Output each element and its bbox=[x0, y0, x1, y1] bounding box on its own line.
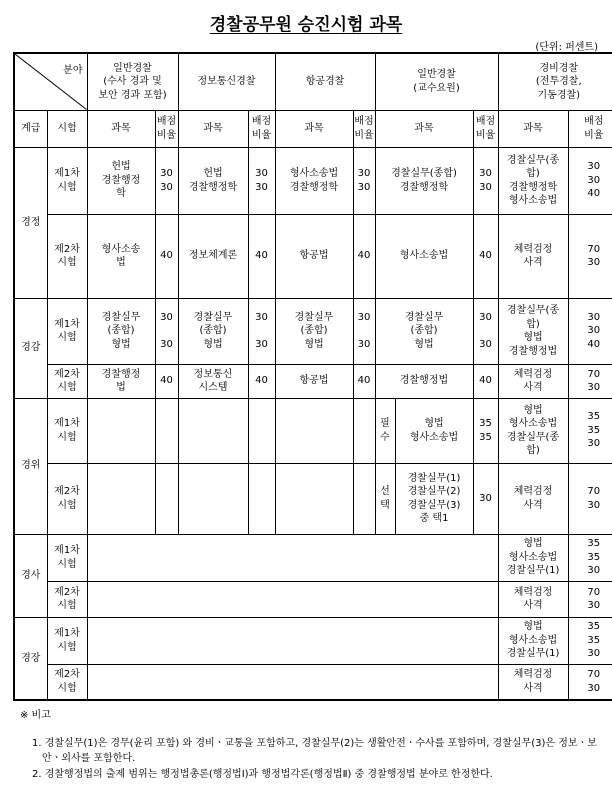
table-cell: 70 30 bbox=[568, 463, 612, 534]
table-cell: 형법 형사소송법 경찰실무(1) bbox=[498, 617, 568, 664]
header-subject: 과목 bbox=[178, 110, 248, 147]
table-cell: 형법 형사소송법 bbox=[395, 398, 473, 463]
table-cell: 형사소송법 경찰행정학 bbox=[275, 147, 353, 214]
note-item-2: 2. 경찰행정법의 출제 범위는 행정법총론(행정법Ⅰ)과 행정법각론(행정법Ⅱ) 중 경찰행정법 분야로 한정한다. bbox=[32, 768, 493, 780]
table-cell: 70 30 bbox=[568, 214, 612, 298]
table-cell: 35 35 30 bbox=[568, 534, 612, 581]
header-exam: 시험 bbox=[47, 110, 87, 147]
table-cell: 형사소송법 bbox=[375, 214, 473, 298]
table-cell: 경찰실무 (종합) 형법 bbox=[275, 298, 353, 364]
table-cell: 체력검정 사격 bbox=[498, 581, 568, 617]
table-cell: 체력검정 사격 bbox=[498, 463, 568, 534]
table-cell: 30 30 40 bbox=[568, 147, 612, 214]
diagonal-line-icon bbox=[15, 54, 87, 110]
table-cell: 항공법 bbox=[275, 364, 353, 398]
rank-gyeongjeong: 경정 bbox=[14, 147, 47, 298]
header-general-police: 일반경찰 (수사 경과 및 보안 경과 포함) bbox=[87, 53, 178, 110]
table-cell: 30 30 bbox=[155, 298, 178, 364]
header-subject: 과목 bbox=[275, 110, 353, 147]
empty-cell bbox=[87, 664, 498, 700]
rank-gyeongjang: 경장 bbox=[14, 617, 47, 700]
table-cell: 30 30 bbox=[473, 147, 498, 214]
header-security-police: 경비경찰 (전투경찰, 기동경찰) bbox=[498, 53, 612, 110]
table-cell: 70 30 bbox=[568, 581, 612, 617]
table-cell: 35 35 bbox=[473, 398, 498, 463]
table-cell: 30 30 bbox=[353, 298, 375, 364]
table-cell: 35 35 30 bbox=[568, 617, 612, 664]
exam-second: 제2차 시험 bbox=[47, 463, 87, 534]
exam-second: 제2차 시험 bbox=[47, 581, 87, 617]
header-ratio: 배점 비율 bbox=[473, 110, 498, 147]
header-bunya: 분야 bbox=[63, 65, 83, 76]
header-ratio: 배점 비율 bbox=[248, 110, 275, 147]
table-cell: 30 30 40 bbox=[568, 298, 612, 364]
table-cell: 헌법 경찰행정학 bbox=[178, 147, 248, 214]
table-cell: 항공법 bbox=[275, 214, 353, 298]
table-cell: 헌법 경찰행정 학 bbox=[87, 147, 155, 214]
header-diagonal-cell bbox=[14, 53, 87, 110]
note-item-1: 1. 경찰실무(1)은 경무(윤리 포함) 와 경비ㆍ교통을 포함하고, 경찰실무(2)는 생활안전ㆍ수사를 포함하며, 경찰실무(3)은 정보ㆍ보안ㆍ외사를 포함한다. bbox=[32, 737, 597, 764]
exam-first: 제1차 시험 bbox=[47, 617, 87, 664]
empty-cell bbox=[87, 463, 155, 534]
table-cell: 40 bbox=[248, 364, 275, 398]
table-cell: 40 bbox=[248, 214, 275, 298]
header-info-comm-police: 정보통신경찰 bbox=[178, 53, 275, 110]
page-title: 경찰공무원 승진시험 과목 bbox=[209, 15, 403, 35]
table-cell: 체력검정 사격 bbox=[498, 664, 568, 700]
table-cell: 30 30 bbox=[248, 147, 275, 214]
table-cell: 형사소송 법 bbox=[87, 214, 155, 298]
table-cell: 30 30 bbox=[248, 298, 275, 364]
exam-first: 제1차 시험 bbox=[47, 298, 87, 364]
header-ratio: 배점 비율 bbox=[568, 110, 612, 147]
exam-subject-table bbox=[13, 52, 612, 701]
table-cell: 40 bbox=[353, 214, 375, 298]
notes-heading: ※ 비고 bbox=[20, 710, 51, 721]
table-cell: 경찰실무(종 합) 경찰행정학 형사소송법 bbox=[498, 147, 568, 214]
empty-cell bbox=[87, 534, 498, 581]
exam-first: 제1차 시험 bbox=[47, 147, 87, 214]
elective-label: 선 택 bbox=[375, 463, 395, 534]
table-cell: 체력검정 사격 bbox=[498, 214, 568, 298]
header-subject: 과목 bbox=[375, 110, 473, 147]
table-cell: 30 30 bbox=[155, 147, 178, 214]
table-cell: 40 bbox=[473, 364, 498, 398]
rank-gyeongsa: 경사 bbox=[14, 534, 47, 617]
table-cell: 70 30 bbox=[568, 664, 612, 700]
notes-section bbox=[20, 708, 600, 782]
header-ratio: 배점 비율 bbox=[353, 110, 375, 147]
empty-cell bbox=[353, 463, 375, 534]
empty-cell bbox=[275, 463, 353, 534]
empty-cell bbox=[87, 617, 498, 664]
empty-cell bbox=[87, 398, 155, 463]
table-cell: 30 30 bbox=[473, 298, 498, 364]
required-label: 필 수 bbox=[375, 398, 395, 463]
empty-cell bbox=[353, 398, 375, 463]
rank-gyeongwi: 경위 bbox=[14, 398, 47, 534]
empty-cell bbox=[178, 463, 248, 534]
empty-cell bbox=[275, 398, 353, 463]
table-cell: 체력검정 사격 bbox=[498, 364, 568, 398]
table-cell: 30 bbox=[473, 463, 498, 534]
header-subject: 과목 bbox=[498, 110, 568, 147]
table-cell: 30 30 bbox=[353, 147, 375, 214]
table-cell: 35 35 30 bbox=[568, 398, 612, 463]
exam-first: 제1차 시험 bbox=[47, 398, 87, 463]
exam-second: 제2차 시험 bbox=[47, 214, 87, 298]
table-cell: 정보체계론 bbox=[178, 214, 248, 298]
table-cell: 정보통신 시스템 bbox=[178, 364, 248, 398]
header-general-police-instructor: 일반경찰 (교수요원) bbox=[375, 53, 498, 110]
table-cell: 경찰실무 (종합) 형법 bbox=[178, 298, 248, 364]
header-subject: 과목 bbox=[87, 110, 155, 147]
table-cell: 40 bbox=[155, 364, 178, 398]
empty-cell bbox=[155, 398, 178, 463]
exam-second: 제2차 시험 bbox=[47, 364, 87, 398]
table-cell: 형법 형사소송법 경찰실무(1) bbox=[498, 534, 568, 581]
unit-label: (단위: 퍼센트) bbox=[535, 42, 598, 53]
table-cell: 경찰실무 (종합) 형법 bbox=[375, 298, 473, 364]
table-cell: 70 30 bbox=[568, 364, 612, 398]
table-cell: 경찰실무 (종합) 형법 bbox=[87, 298, 155, 364]
header-ratio: 배점 비율 bbox=[155, 110, 178, 147]
table-cell: 경찰실무(종합) 경찰행정학 bbox=[375, 147, 473, 214]
table-cell: 40 bbox=[155, 214, 178, 298]
table-cell: 40 bbox=[473, 214, 498, 298]
empty-cell bbox=[248, 398, 275, 463]
rank-gyeonggam: 경감 bbox=[14, 298, 47, 398]
table-cell: 형법 형사소송법 경찰실무(종 합) bbox=[498, 398, 568, 463]
table-cell: 경찰행정법 bbox=[375, 364, 473, 398]
table-cell: 경찰실무(종 합) 형법 경찰행정법 bbox=[498, 298, 568, 364]
empty-cell bbox=[155, 463, 178, 534]
table-cell: 경찰행정 법 bbox=[87, 364, 155, 398]
exam-first: 제1차 시험 bbox=[47, 534, 87, 581]
header-rank: 계급 bbox=[14, 110, 47, 147]
table-cell: 경찰실무(1) 경찰실무(2) 경찰실무(3) 중 택1 bbox=[395, 463, 473, 534]
empty-cell bbox=[178, 398, 248, 463]
empty-cell bbox=[248, 463, 275, 534]
table-cell: 40 bbox=[353, 364, 375, 398]
empty-cell bbox=[87, 581, 498, 617]
exam-second: 제2차 시험 bbox=[47, 664, 87, 700]
header-aviation-police: 항공경찰 bbox=[275, 53, 375, 110]
